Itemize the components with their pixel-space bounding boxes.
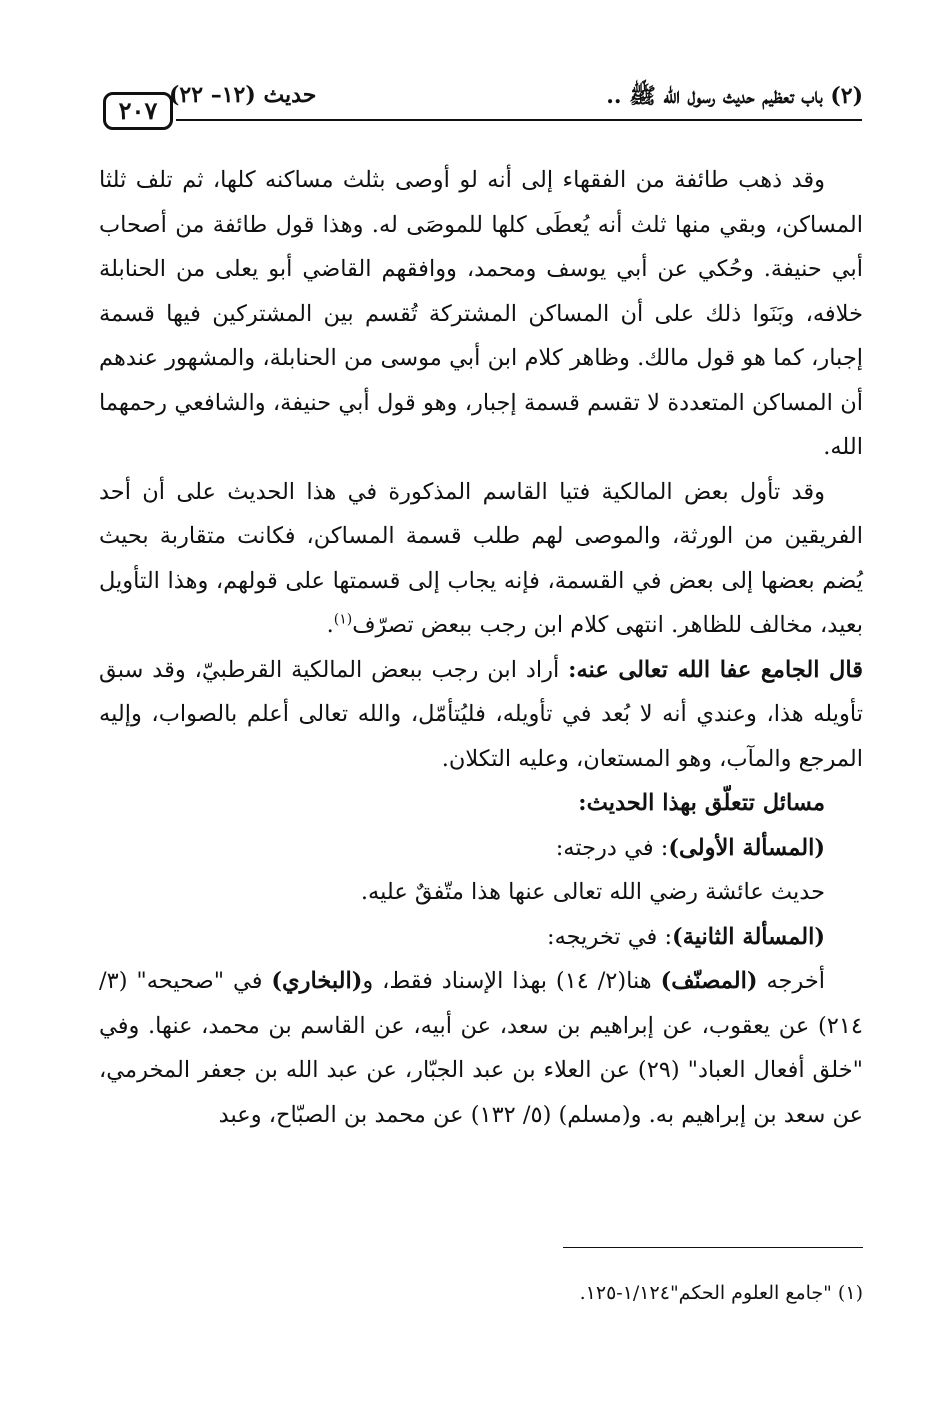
issue-1-title: : في درجته: (555, 834, 669, 861)
running-head (169, 82, 863, 110)
chapter-title: (٢) باب تعظيم حديث رسول الله ﷺ .. (606, 83, 863, 109)
issue-2-part: في "صحيحه" (٣/ ٢١٤) عن يعقوب، عن إبراهيم بن سعد، عن أبيه، عن القاسم بن محمد، عنها. وفي "خلق أفعال العباد" (٢٩) عن العلاء بن عبد الجبّار، عن عبد الله بن جعفر المخرمي، عن سعد بن إبراهيم به. و(مسلم) (٥/ ١٣٢) عن محمد بن الصبّاح، وعبد (99, 968, 863, 1128)
issue-2-text (99, 959, 863, 1137)
paragraph-end: . (326, 612, 334, 638)
footnote-marker: (١) (333, 611, 353, 628)
issue-1-text: حديث عائشة رضي الله تعالى عنها هذا متّفقٌ عليه. (360, 879, 825, 905)
issues-heading: مسائل تتعلّق بهذا الحديث: (578, 790, 825, 816)
issue-2-part: هنا(٢/ ١٤) بهذا الإسناد فقط، و (362, 968, 661, 994)
jami-note-lead: قال الجامع عفا الله تعالى عنه: (568, 656, 863, 683)
issue-2-part: (المصنّف) (660, 968, 758, 994)
paragraph (99, 470, 863, 648)
hadith-range: حديث (١٢– ٢٢) (169, 82, 317, 108)
issue-2-part: (البخاري) (271, 968, 363, 994)
header-rule (176, 119, 862, 121)
jami-note-text: أراد ابن رجب ببعض المالكية القرطبيّ، وقد سبق تأويله هذا، وعندي أنه لا بُعد في تأويله، فليُتأمّل، والله تعالى أعلم بالصواب، وإليه المرجع والمآب، وهو المستعان، وعليه التكلان. (99, 656, 863, 772)
issue-2-label: (المسألة الثانية) (672, 923, 825, 950)
issue-2-part: أخرجه (757, 968, 825, 994)
issue-2-heading (99, 915, 863, 960)
jami-note (99, 648, 863, 782)
issue-1-heading (99, 826, 863, 871)
issue-2-title: : في تخريجه: (547, 923, 673, 950)
footnote-rule (563, 1247, 863, 1248)
paragraph-text: وقد تأول بعض المالكية فتيا القاسم المذكورة في هذا الحديث على أن أحد الفريقين من الورثة، والموصى لهم طلب قسمة المساكن، فكانت متقاربة بحيث يُضم بعضها إلى بعض في القسمة، فإنه يجاب إلى قسمتها على قولهم، وهذا التأويل بعيد، مخالف للظاهر. انتهى كلام ابن رجب ببعض تصرّف (99, 478, 863, 638)
paragraph: وقد ذهب طائفة من الفقهاء إلى أنه لو أوصى بثلث مساكنه كلها، ثم تلف ثلثا المساكن، وبقي منها ثلث أنه يُعطَى كلها للموصَى له. وهذا قول طائفة من أصحاب أبي حنيفة. وحُكي عن أبي يوسف ومحمد، ووافقهم القاضي أبو يعلى من الحنابلة خلافه، وبَنَوا ذلك على أن المساكن المشتركة تُقسم بين المشتركين فيها قسمة إجبار، كما هو قول مالك. وظاهر كلام ابن أبي موسى من الحنابلة، والمشهور عندهم أن المساكن المتعددة لا تقسم قسمة إجبار، وهو قول أبي حنيفة، والشافعي رحمهما الله. (99, 167, 863, 460)
page-number: ٢٠٧ (103, 92, 173, 130)
page-body (99, 158, 863, 1137)
footnote: (١) "جامع العلوم الحكم"١/١٢٤-١٢٥. (579, 1282, 863, 1304)
issue-1-label: (المسألة الأولى) (668, 834, 825, 861)
